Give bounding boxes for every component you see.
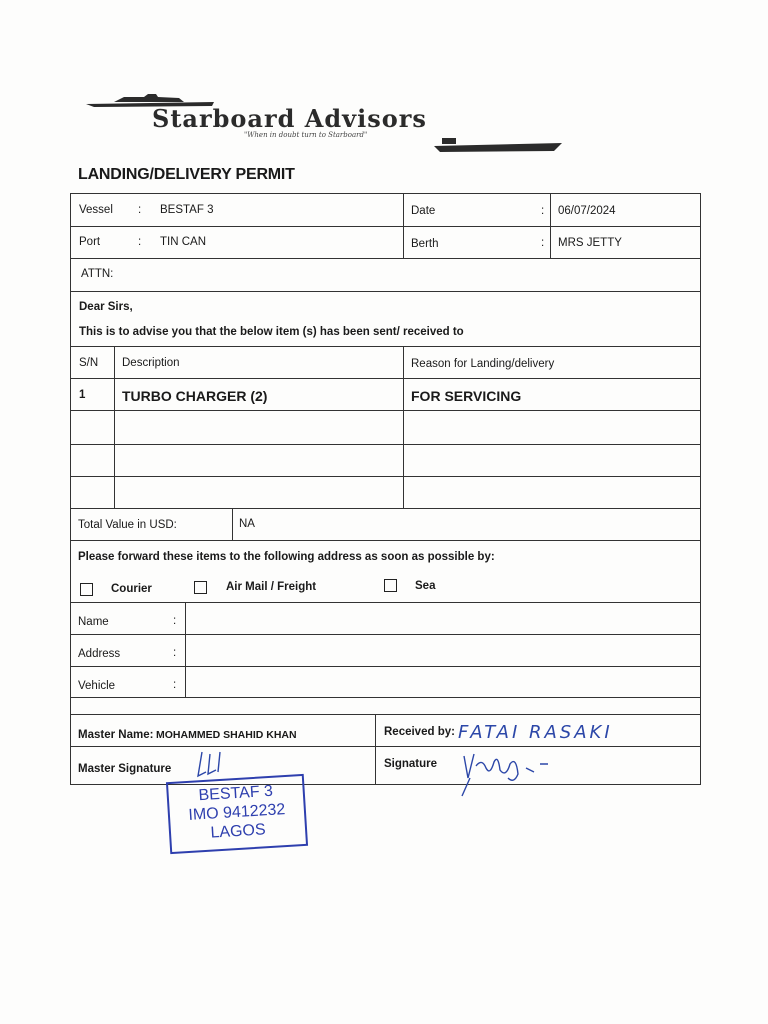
master-name-label: Master Name: xyxy=(78,729,154,741)
sea-label: Sea xyxy=(415,580,436,592)
letter-intro: This is to advise you that the below item (s) has been sent/ received to xyxy=(79,326,464,338)
address-label: Address xyxy=(78,648,121,660)
air-mail-label: Air Mail / Freight xyxy=(226,581,317,593)
courier-label: Courier xyxy=(111,583,152,595)
forward-instruction: Please forward these items to the following address as soon as possible by: xyxy=(78,551,495,563)
vessel-colon: : xyxy=(138,204,142,216)
stamp-line-1: BESTAF 3 xyxy=(198,782,274,805)
berth-colon: : xyxy=(541,237,545,249)
stamp-line-3: LAGOS xyxy=(210,821,267,842)
vehicle-colon: : xyxy=(173,679,177,691)
brand-tagline: "When in doubt turn to Starboard" xyxy=(244,131,368,139)
item-1-sn: 1 xyxy=(79,389,86,401)
received-by-label: Received by: xyxy=(384,726,455,738)
vehicle-label: Vehicle xyxy=(78,680,116,692)
courier-checkbox[interactable] xyxy=(80,583,93,596)
date-label: Date xyxy=(411,205,436,217)
berth-label: Berth xyxy=(411,238,439,250)
col-header-description: Description xyxy=(122,357,180,369)
total-value: NA xyxy=(239,518,255,530)
brand-name: Starboard Advisors xyxy=(152,104,427,133)
name-colon: : xyxy=(173,615,177,627)
sea-checkbox[interactable] xyxy=(384,579,397,592)
col-header-sn: S/N xyxy=(79,357,99,369)
attn-label: ATTN: xyxy=(81,268,114,280)
port-label: Port xyxy=(79,236,101,248)
receiver-signature-mark xyxy=(456,748,556,800)
master-signature-label: Master Signature xyxy=(78,763,172,775)
permit-form xyxy=(70,193,700,785)
vessel-label: Vessel xyxy=(79,204,113,216)
port-value: TIN CAN xyxy=(160,236,206,248)
received-by-value: FATAI RASAKI xyxy=(458,722,613,743)
name-label: Name xyxy=(78,616,109,628)
master-signature-mark xyxy=(192,750,232,782)
vessel-stamp xyxy=(166,774,308,854)
signature-label: Signature xyxy=(384,758,438,770)
item-1-reason: FOR SERVICING xyxy=(411,388,522,404)
date-value: 06/07/2024 xyxy=(558,205,616,217)
col-header-reason: Reason for Landing/delivery xyxy=(411,358,555,370)
salutation: Dear Sirs, xyxy=(79,301,133,313)
berth-value: MRS JETTY xyxy=(558,237,622,249)
air-mail-checkbox[interactable] xyxy=(194,581,207,594)
page-title: LANDING/DELIVERY PERMIT xyxy=(78,166,295,183)
stamp-line-2: IMO 9412232 xyxy=(187,801,286,824)
item-1-description: TURBO CHARGER (2) xyxy=(122,388,268,404)
total-value-label: Total Value in USD: xyxy=(78,519,177,531)
master-name-value: MOHAMMED SHAHID KHAN xyxy=(156,729,297,741)
port-colon: : xyxy=(138,236,142,248)
address-colon: : xyxy=(173,647,177,659)
date-colon: : xyxy=(541,205,545,217)
vessel-value: BESTAF 3 xyxy=(160,204,214,216)
